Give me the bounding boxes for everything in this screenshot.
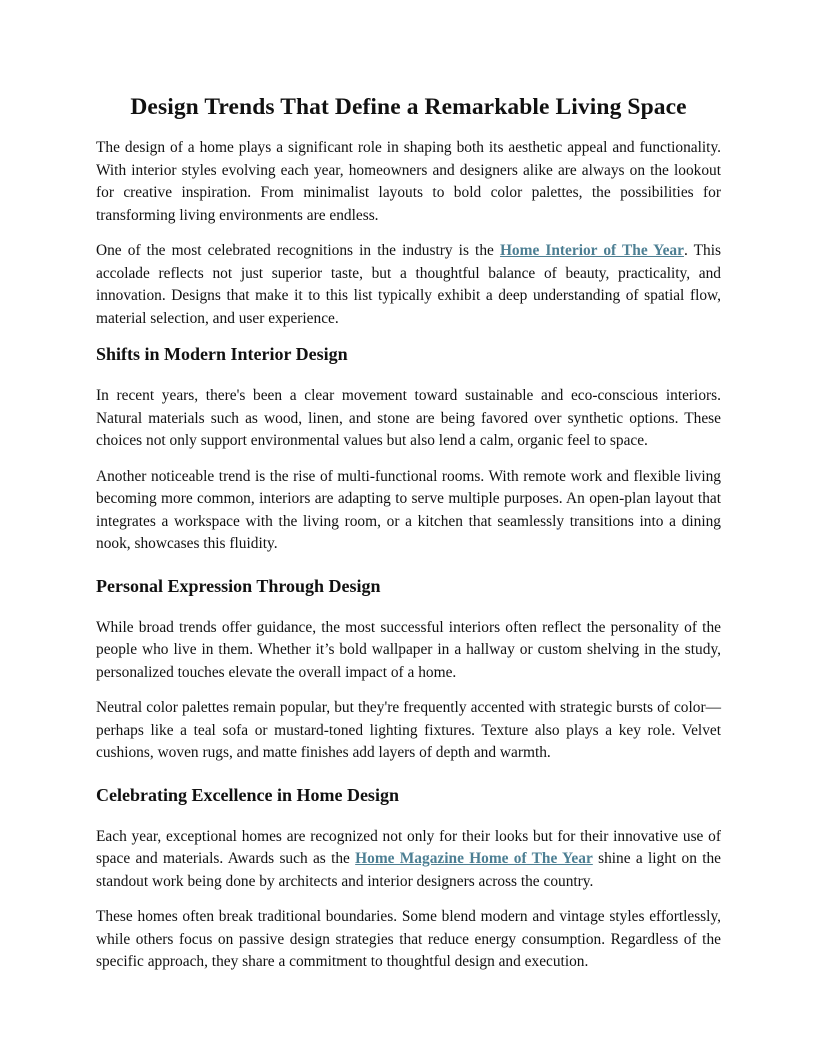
document-page	[96, 92, 721, 987]
excellence-paragraph-1-after: shine a light on the standout work being done by architects and interior designers across the country.	[96, 850, 722, 890]
personal-paragraph-1: While broad trends offer guidance, the most successful interiors often reflect the personality of the people who live in them. Whether it’s bold wallpaper in a hallway or custom shelving in the study, personalized touches elevate the overall impact of a home.	[96, 618, 721, 681]
section-heading-shifts: Shifts in Modern Interior Design	[96, 344, 348, 364]
section-heading-personal-expression: Personal Expression Through Design	[96, 575, 381, 596]
shifts-paragraph-2: Another noticeable trend is the rise of multi-functional rooms. With remote work and flexible living becoming more common, interiors are adapting to serve multiple purposes. An open-plan layout that integrates a workspace with the living room, or a kitchen that seamlessly transitions into a dining nook, showcases this fluidity.	[96, 467, 721, 552]
page-title: Design Trends That Define a Remarkable Living Space	[130, 94, 687, 120]
intro-paragraph-2	[96, 240, 721, 330]
intro-paragraph-1: The design of a home plays a significant role in shaping both its aesthetic appeal and functionality. With interior styles evolving each year, homeowners and designers alike are always on the lookout for creative inspiration. From minimalist layouts to bold color palettes, the possibilities for transforming living environments are endless.	[96, 139, 721, 224]
shifts-paragraph-1: In recent years, there's been a clear movement toward sustainable and eco-conscious interiors. Natural materials such as wood, linen, and stone are being favored over synthetic options. These choices not only support environmental values but also lend a calm, organic feel to space.	[96, 387, 721, 449]
intro-paragraph-2-after: . This accolade reflects not just superior taste, but a thoughtful balance of beauty, practicality, and innovation. Designs that make it to this list typically exhibit a deep understanding of spatial flow, material selection, and user experience.	[96, 242, 721, 327]
excellence-paragraph-2: These homes often break traditional boundaries. Some blend modern and vintage styles effortlessly, while others focus on passive design strategies that reduce energy consumption. Regardless of the specific approach, they share a commitment to thoughtful design and execution.	[96, 908, 721, 970]
excellence-paragraph-1-before: Each year, exceptional homes are recognized not only for their looks but for their innovative use of space and materials. Awards such as the	[96, 827, 721, 867]
intro-paragraph-2-before: One of the most celebrated recognitions in the industry is the	[96, 242, 500, 259]
home-magazine-home-of-the-year-link[interactable]: Home Magazine Home of The Year	[355, 850, 593, 867]
personal-paragraph-2: Neutral color palettes remain popular, but they're frequently accented with strategic bursts of color—perhaps like a teal sofa or mustard-toned lighting fixtures. Texture also plays a key role. Velvet cushions, woven rugs, and matte finishes add layers of depth and warmth.	[96, 699, 721, 761]
home-interior-of-the-year-link[interactable]: Home Interior of The Year	[499, 242, 684, 259]
excellence-paragraph-1	[96, 826, 721, 894]
section-heading-celebrating-excellence: Celebrating Excellence in Home Design	[96, 784, 399, 805]
